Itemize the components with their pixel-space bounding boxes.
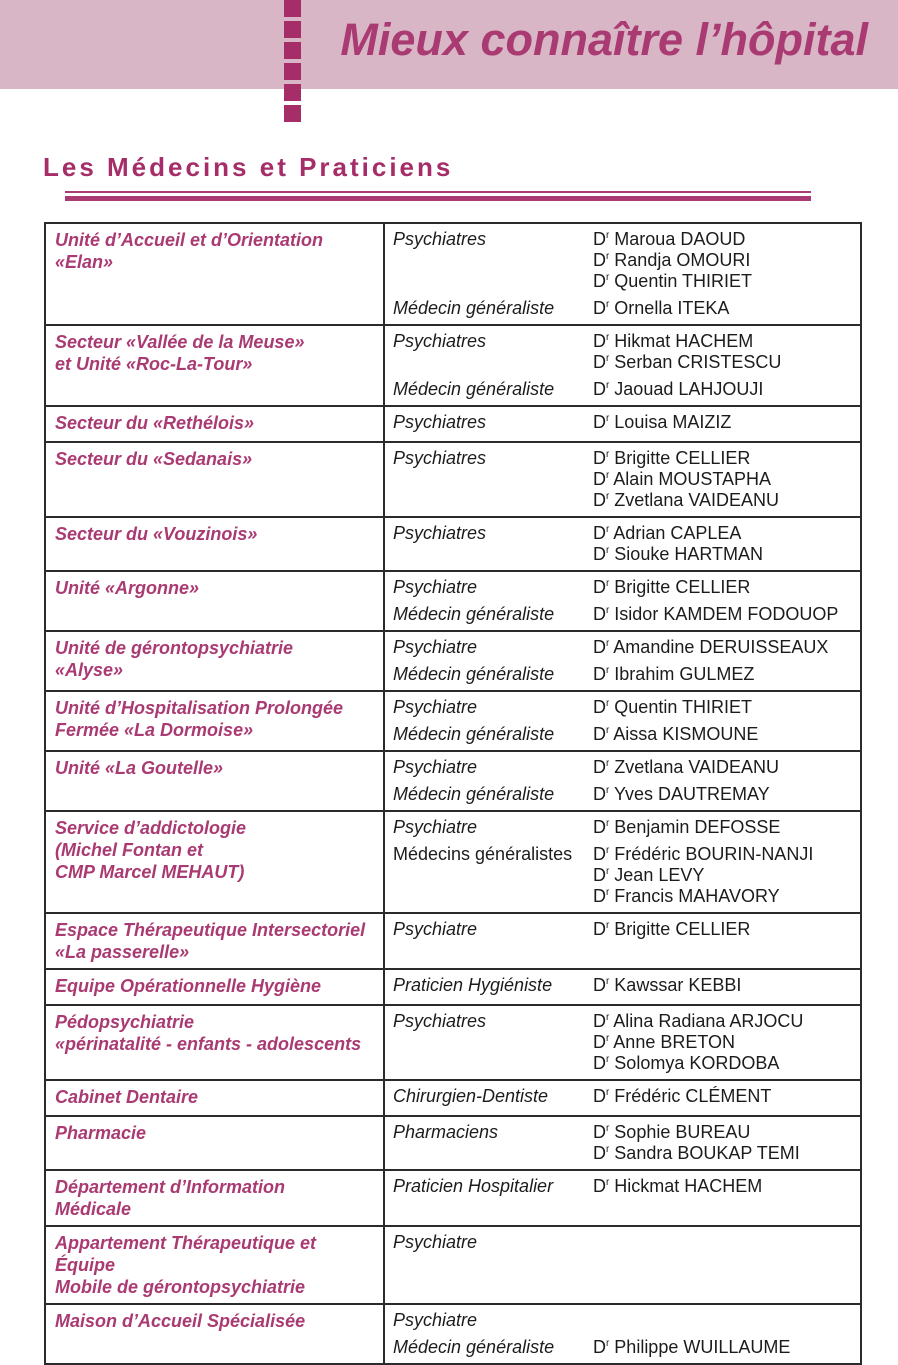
- unit-cell: [46, 632, 385, 690]
- specialty-group: [393, 724, 856, 745]
- doctor-list: [593, 331, 781, 373]
- doctor-list: [593, 1011, 803, 1074]
- doctor-name: $D^r$ Ibrahim GULMEZ: [593, 664, 755, 684]
- specialty-label: Psychiatre: [393, 919, 478, 939]
- specialty-label: Médecin généraliste: [393, 379, 555, 399]
- specialty-label: Psychiatre: [393, 637, 478, 657]
- doctor-list: [593, 817, 780, 838]
- unit-name-line: Equipe Opérationnelle Hygiène: [55, 976, 322, 996]
- specialty-label: Médecin généraliste: [393, 664, 555, 684]
- practitioners-cell: [385, 752, 860, 810]
- doctor-name: $D^r$ Sophie BUREAU: [593, 1122, 751, 1142]
- doctor-list: [593, 844, 813, 907]
- doctor-title-superscript: r: [606, 299, 610, 310]
- specialty-label: Médecins généralistes: [393, 844, 573, 864]
- unit-name-line: «Alyse»: [55, 660, 124, 680]
- doctor-name: $D^r$ Hikmat HACHEM: [593, 331, 754, 351]
- doctor-list: [593, 379, 763, 400]
- doctor-title-superscript: r: [606, 545, 610, 556]
- section-underline: [65, 191, 811, 201]
- doctor-name: $D^r$ Alain MOUSTAPHA: [593, 469, 772, 489]
- doctor-title-superscript: r: [606, 698, 610, 709]
- doctor-title-superscript: r: [606, 866, 610, 877]
- doctor-title-superscript: r: [606, 524, 610, 535]
- unit-cell: [46, 752, 385, 810]
- header-banner: [0, 0, 898, 89]
- table-row: [46, 224, 860, 324]
- specialty-label: Praticien Hospitalier: [393, 1176, 554, 1196]
- doctor-name: $D^r$ Jaouad LAHJOUJI: [593, 379, 764, 399]
- doctor-title-superscript: r: [606, 920, 610, 931]
- doctor-title-superscript: r: [606, 725, 610, 736]
- doctor-name: $D^r$ Brigitte CELLIER: [593, 448, 751, 468]
- doctor-name: $D^r$ Hickmat HACHEM: [593, 1176, 763, 1196]
- doctor-list: [593, 664, 754, 685]
- specialty-group: [393, 448, 856, 511]
- table-row: [46, 690, 860, 750]
- unit-cell: [46, 914, 385, 968]
- unit-name-line: Secteur du «Sedanais»: [55, 449, 253, 469]
- unit-cell: [46, 1117, 385, 1169]
- doctor-title-superscript: r: [606, 758, 610, 769]
- table-row: [46, 810, 860, 912]
- specialty-group: [393, 919, 856, 940]
- specialty-group: [393, 637, 856, 658]
- practitioners-cell: [385, 443, 860, 516]
- doctor-title-superscript: r: [606, 1144, 610, 1155]
- specialty-group: [393, 1310, 856, 1331]
- specialty-group: [393, 379, 856, 400]
- unit-cell: [46, 970, 385, 1004]
- specialty-group: [393, 1122, 856, 1164]
- doctor-list: [593, 975, 741, 996]
- table-row: [46, 1225, 860, 1303]
- doctor-title-superscript: r: [606, 272, 610, 283]
- practitioners-cell: [385, 326, 860, 405]
- table-row: [46, 1169, 860, 1225]
- practitioners-cell: [385, 1081, 860, 1115]
- table-row: [46, 912, 860, 968]
- unit-cell: [46, 692, 385, 750]
- doctor-list: [593, 1086, 771, 1107]
- specialty-group: [393, 1232, 856, 1253]
- unit-cell: [46, 1171, 385, 1225]
- specialty-label: Médecin généraliste: [393, 724, 555, 744]
- doctor-title-superscript: r: [606, 1033, 610, 1044]
- specialty-label: Psychiatre: [393, 757, 478, 777]
- doctor-name: $D^r$ Adrian CAPLEA: [593, 523, 742, 543]
- doctor-list: [593, 229, 752, 292]
- unit-name-line: «périnatalité - enfants - adolescents: [55, 1034, 362, 1054]
- doctor-name: $D^r$ Alina Radiana ARJOCU: [593, 1011, 804, 1031]
- specialty-label: Médecin généraliste: [393, 784, 555, 804]
- specialty-label: Médecin généraliste: [393, 298, 555, 318]
- doctor-list: [593, 784, 770, 805]
- practitioners-cell: [385, 224, 860, 324]
- specialty-group: [393, 298, 856, 319]
- table-row: [46, 570, 860, 630]
- unit-name-line: Secteur du «Rethélois»: [55, 413, 255, 433]
- unit-cell: [46, 224, 385, 324]
- specialty-group: [393, 664, 856, 685]
- doctor-name: $D^r$ Frédéric CLÉMENT: [593, 1086, 772, 1106]
- table-row: [46, 1303, 860, 1363]
- unit-cell: [46, 812, 385, 912]
- doctor-list: [593, 448, 779, 511]
- specialty-label: Médecin généraliste: [393, 1337, 555, 1357]
- doctor-title-superscript: r: [606, 818, 610, 829]
- specialty-group: [393, 697, 856, 718]
- doctor-name: $D^r$ Siouke HARTMAN: [593, 544, 764, 564]
- table-row: [46, 968, 860, 1004]
- underline-thick: [65, 196, 811, 201]
- specialty-label: Psychiatre: [393, 817, 478, 837]
- practitioners-cell: [385, 1305, 860, 1363]
- doctor-title-superscript: r: [606, 976, 610, 987]
- doctor-title-superscript: r: [606, 251, 610, 262]
- unit-name-line: Maison d’Accueil Spécialisée: [55, 1311, 306, 1331]
- doctor-name: $D^r$ Kawssar KEBBI: [593, 975, 742, 995]
- practitioners-cell: [385, 407, 860, 441]
- table-row: [46, 324, 860, 405]
- unit-cell: [46, 326, 385, 405]
- specialty-group: [393, 757, 856, 778]
- doctor-title-superscript: r: [606, 1177, 610, 1188]
- doctor-title-superscript: r: [606, 578, 610, 589]
- unit-name-line: Unité «Argonne»: [55, 578, 200, 598]
- practitioners-cell: [385, 1171, 860, 1225]
- specialty-group: [393, 784, 856, 805]
- doctor-name: $D^r$ Benjamin DEFOSSE: [593, 817, 781, 837]
- unit-cell: [46, 1305, 385, 1363]
- doctor-name: $D^r$ Quentin THIRIET: [593, 697, 753, 717]
- doctor-list: [593, 1122, 800, 1164]
- specialty-label: Chirurgien-Dentiste: [393, 1086, 549, 1106]
- doctor-name: $D^r$ Brigitte CELLIER: [593, 919, 751, 939]
- unit-name-line: Pharmacie: [55, 1123, 147, 1143]
- unit-name-line: Unité d’Accueil et d’Orientation: [55, 230, 324, 250]
- unit-name-line: Fermée «La Dormoise»: [55, 720, 254, 740]
- unit-name-line: Cabinet Dentaire: [55, 1087, 199, 1107]
- practitioners-cell: [385, 1227, 860, 1303]
- practitioners-cell: [385, 518, 860, 570]
- table-row: [46, 405, 860, 441]
- specialty-group: [393, 412, 856, 433]
- doctor-name: $D^r$ Ornella ITEKA: [593, 298, 730, 318]
- unit-name-line: Espace Thérapeutique Intersectoriel: [55, 920, 366, 940]
- specialty-group: [393, 577, 856, 598]
- unit-cell: [46, 443, 385, 516]
- doctor-list: [593, 697, 752, 718]
- unit-name-line: Unité «La Goutelle»: [55, 758, 224, 778]
- doctor-title-superscript: r: [606, 1012, 610, 1023]
- doctor-name: $D^r$ Brigitte CELLIER: [593, 577, 751, 597]
- unit-name-line: et Unité «Roc-La-Tour»: [55, 354, 253, 374]
- specialty-group: [393, 817, 856, 838]
- unit-name-line: Secteur du «Vouzinois»: [55, 524, 258, 544]
- doctor-name: $D^r$ Philippe WUILLAUME: [593, 1337, 791, 1357]
- table-row: [46, 630, 860, 690]
- unit-name-line: Unité d’Hospitalisation Prolongée: [55, 698, 344, 718]
- unit-name-line: (Michel Fontan et: [55, 840, 203, 860]
- doctor-name: $D^r$ Zvetlana VAIDEANU: [593, 490, 780, 510]
- unit-name-line: «La passerelle»: [55, 942, 190, 962]
- specialty-group: [393, 1011, 856, 1074]
- practitioners-table: [44, 222, 862, 1365]
- doctor-title-superscript: r: [606, 845, 610, 856]
- unit-cell: [46, 1227, 385, 1303]
- doctor-title-superscript: r: [606, 785, 610, 796]
- specialty-group: [393, 975, 856, 996]
- unit-name-line: «Elan»: [55, 252, 114, 272]
- doctor-name: $D^r$ Randja OMOURI: [593, 250, 751, 270]
- practitioners-cell: [385, 1006, 860, 1079]
- unit-name-line: Secteur «Vallée de la Meuse»: [55, 332, 305, 352]
- unit-cell: [46, 518, 385, 570]
- doctor-title-superscript: r: [606, 413, 610, 424]
- specialty-group: [393, 604, 856, 625]
- unit-name-line: Département d’Information: [55, 1177, 286, 1197]
- doctor-name: $D^r$ Anne BRETON: [593, 1032, 736, 1052]
- specialty-group: [393, 844, 856, 907]
- doctor-list: [593, 919, 750, 940]
- doctor-title-superscript: r: [606, 332, 610, 343]
- specialty-label: Psychiatres: [393, 1011, 487, 1031]
- specialty-label: Psychiatre: [393, 1232, 478, 1252]
- doctor-name: $D^r$ Zvetlana VAIDEANU: [593, 757, 780, 777]
- page-title: Mieux connaître l’hôpital: [340, 14, 868, 65]
- doctor-title-superscript: r: [606, 665, 610, 676]
- specialty-group: [393, 1337, 856, 1358]
- doctor-name: $D^r$ Quentin THIRIET: [593, 271, 753, 291]
- unit-name-line: Pédopsychiatrie: [55, 1012, 195, 1032]
- doctor-title-superscript: r: [606, 491, 610, 502]
- doctor-title-superscript: r: [606, 1123, 610, 1134]
- unit-cell: [46, 407, 385, 441]
- specialty-group: [393, 331, 856, 373]
- specialty-label: Psychiatre: [393, 577, 478, 597]
- specialty-label: Psychiatres: [393, 412, 487, 432]
- doctor-list: [593, 1337, 790, 1358]
- doctor-name: $D^r$ Louisa MAIZIZ: [593, 412, 732, 432]
- unit-name-line: Service d’addictologie: [55, 818, 247, 838]
- table-row: [46, 750, 860, 810]
- table-row: [46, 1115, 860, 1169]
- specialty-label: Psychiatres: [393, 229, 487, 249]
- specialty-label: Psychiatres: [393, 331, 487, 351]
- doctor-name: $D^r$ Amandine DERUISSEAUX: [593, 637, 829, 657]
- doctor-title-superscript: r: [606, 638, 610, 649]
- specialty-label: Psychiatre: [393, 1310, 478, 1330]
- doctor-title-superscript: r: [606, 353, 610, 364]
- unit-name-line: Mobile de gérontopsychiatrie: [55, 1277, 306, 1297]
- specialty-label: Pharmaciens: [393, 1122, 499, 1142]
- unit-name-line: Appartement Thérapeutique et Équipe: [55, 1233, 317, 1275]
- doctor-name: $D^r$ Yves DAUTREMAY: [593, 784, 770, 804]
- unit-cell: [46, 1081, 385, 1115]
- doctor-title-superscript: r: [606, 380, 610, 391]
- doctor-title-superscript: r: [606, 470, 610, 481]
- doctor-title-superscript: r: [606, 1087, 610, 1098]
- specialty-label: Médecin généraliste: [393, 604, 555, 624]
- doctor-name: $D^r$ Serban CRISTESCU: [593, 352, 782, 372]
- specialty-label: Psychiatres: [393, 523, 487, 543]
- doctor-name: $D^r$ Maroua DAOUD: [593, 229, 746, 249]
- table-row: [46, 516, 860, 570]
- table-row: [46, 441, 860, 516]
- specialty-group: [393, 1086, 856, 1107]
- doctor-title-superscript: r: [606, 230, 610, 241]
- doctor-list: [593, 523, 763, 565]
- doctor-title-superscript: r: [606, 1338, 610, 1349]
- doctor-list: [593, 637, 828, 658]
- section-title: Les Médecins et Praticiens: [43, 152, 454, 182]
- doctor-title-superscript: r: [606, 887, 610, 898]
- doctor-name: $D^r$ Sandra BOUKAP TEMI: [593, 1143, 800, 1163]
- doctor-name: $D^r$ Isidor KAMDEM FODOUOP: [593, 604, 839, 624]
- doctor-list: [593, 604, 838, 625]
- unit-name-line: CMP Marcel MEHAUT): [55, 862, 245, 882]
- practitioners-cell: [385, 914, 860, 968]
- doctor-list: [593, 298, 729, 319]
- doctor-title-superscript: r: [606, 605, 610, 616]
- practitioners-cell: [385, 812, 860, 912]
- specialty-group: [393, 523, 856, 565]
- specialty-group: [393, 1176, 856, 1197]
- table-row: [46, 1004, 860, 1079]
- specialty-group: [393, 229, 856, 292]
- doctor-name: $D^r$ Frédéric BOURIN-NANJI: [593, 844, 814, 864]
- doctor-name: $D^r$ Jean LEVY: [593, 865, 705, 885]
- unit-cell: [46, 572, 385, 630]
- doctor-name: $D^r$ Francis MAHAVORY: [593, 886, 780, 906]
- practitioners-cell: [385, 1117, 860, 1169]
- specialty-label: Psychiatres: [393, 448, 487, 468]
- unit-name-line: Médicale: [55, 1199, 132, 1219]
- doctor-list: [593, 724, 758, 745]
- table-row: [46, 1079, 860, 1115]
- practitioners-cell: [385, 692, 860, 750]
- practitioners-cell: [385, 970, 860, 1004]
- unit-cell: [46, 1006, 385, 1079]
- doctor-title-superscript: r: [606, 1054, 610, 1065]
- doctor-list: [593, 757, 779, 778]
- doctor-list: [593, 412, 731, 433]
- specialty-label: Psychiatre: [393, 697, 478, 717]
- dashed-line-decoration: [284, 0, 301, 122]
- doctor-list: [593, 577, 750, 598]
- doctor-name: $D^r$ Solomya KORDOBA: [593, 1053, 780, 1073]
- practitioners-cell: [385, 572, 860, 630]
- practitioners-cell: [385, 632, 860, 690]
- doctor-list: [593, 1176, 762, 1197]
- unit-name-line: Unité de gérontopsychiatrie: [55, 638, 294, 658]
- specialty-label: Praticien Hygiéniste: [393, 975, 553, 995]
- doctor-title-superscript: r: [606, 449, 610, 460]
- doctor-name: $D^r$ Aissa KISMOUNE: [593, 724, 759, 744]
